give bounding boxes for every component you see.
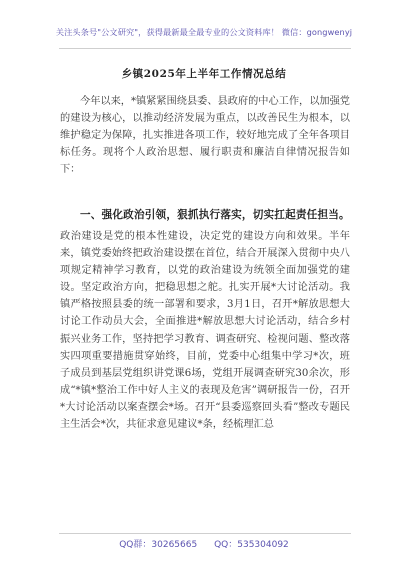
section-1-heading: 一、强化政治引领，狠抓执行落实，切实扛起责任担当。 <box>80 209 350 221</box>
intro-paragraph: 今年以来，*镇紧紧围绕县委、县政府的中心工作，以加强党的建设为核心，以推动经济发展为重点，以改善民生为根本，以维护稳定为保障，扎实推进各项工作，较好地完成了全年各项目标任务。现将个人政治思想、履行职责和廉洁自律情况报告如下： <box>60 96 350 176</box>
header-divider <box>59 48 351 49</box>
footer <box>0 537 408 550</box>
document-title: 乡镇2025年上半年工作情况总结 <box>121 68 287 80</box>
footer-divider <box>59 533 351 534</box>
header-banner: 关注头条号"公文研究"，获得最新最全最专业的公文资料库！ 微信：gongwenyj <box>55 27 353 37</box>
footer-qq: QQ：535304092 <box>214 540 289 550</box>
section-1-paragraph: 政治建设是党的根本性建设，决定党的建设方向和效果。半年来，镇党委始终把政治建设摆在首位，结合开展深入贯彻中央八项规定精神学习教育，以党的政治建设为统领全面加强党的建设。坚定政治方向，把稳思想之舵。扎实开展*大讨论活动。我镇严格按照县委的统一部署和要求，3月1日，召开*解放思想大讨论工作动员大会，全面推进*解放思想大讨论活动，结合乡村振兴业务工作，坚持把学习教育、调查研究、检视问题、整改落实四项重要措施贯穿始终，目前，党委中心组集中学习*次，班子成员到基层党组织讲党课6场，党组开展调查研究30余次，形成“*镇*整治工作中好人主义的表现及危害”调研报告一份，召开*大讨论活动以案查摆会*场。召开“县委巡察回头看”整改专题民主生活会*次，共征求意见建议*条，经梳理汇总 <box>60 231 350 431</box>
footer-qq-group: QQ群：30265665 <box>119 540 198 550</box>
